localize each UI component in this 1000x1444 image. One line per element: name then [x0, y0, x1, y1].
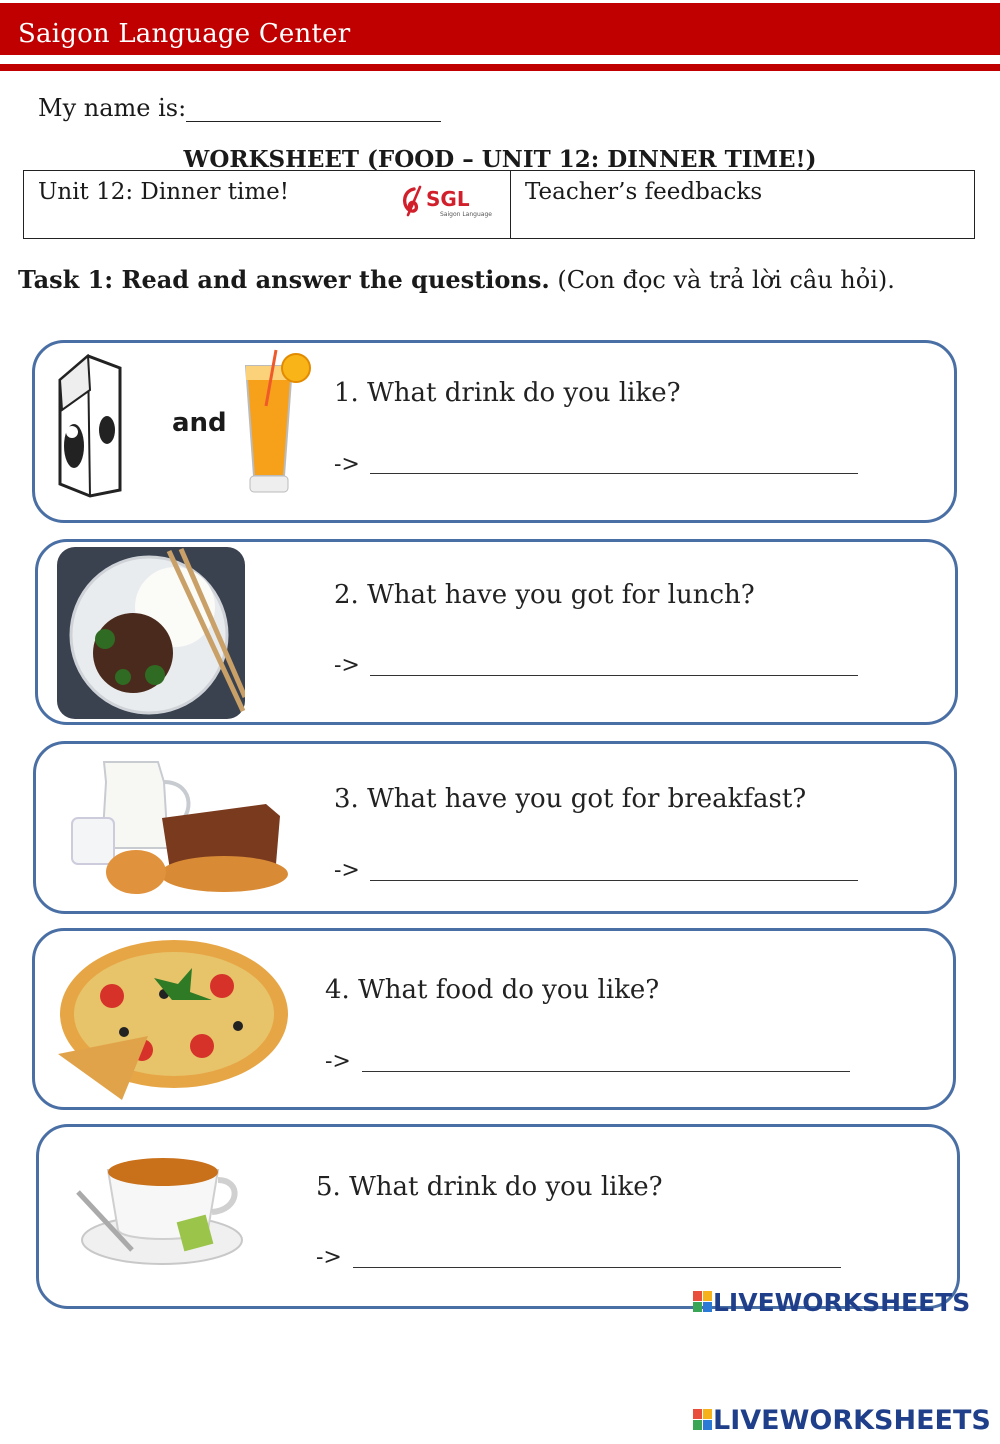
logo-subtext: Saigon Language: [440, 211, 492, 218]
unit-cell: [24, 171, 511, 238]
answer-4-arrow: ->: [325, 1049, 351, 1074]
breakfast-icon: [66, 752, 294, 902]
milk-carton-icon: [50, 350, 130, 500]
worksheet-title: WORKSHEET (FOOD – UNIT 12: DINNER TIME!): [183, 146, 817, 173]
rice-beef-icon: [57, 547, 245, 719]
logo-text: SGL: [426, 187, 470, 211]
liveworksheets-icon: [693, 1409, 713, 1431]
liveworksheets-icon: [693, 1291, 713, 1313]
task-title: Task 1: Read and answer the questions.: [18, 265, 550, 294]
answer-2-arrow: ->: [334, 653, 360, 678]
liveworksheets-logo-2: [693, 1406, 991, 1434]
orange-juice-icon: [236, 346, 316, 498]
answer-5-arrow: ->: [316, 1245, 342, 1270]
and-label: and: [172, 408, 227, 438]
tea-cup-icon: [72, 1140, 252, 1270]
header-title: Saigon Language Center: [18, 19, 351, 49]
feedback-cell: [511, 171, 974, 238]
liveworksheets-logo-1: [693, 1288, 970, 1316]
info-table: [23, 170, 975, 239]
unit-label: Unit 12: Dinner time!: [38, 179, 290, 205]
answer-5-line[interactable]: [353, 1267, 841, 1268]
task-translation: (Con đọc và trả lời câu hỏi).: [549, 266, 895, 294]
sgl-logo-icon: [400, 183, 500, 219]
question-5-text: 5. What drink do you like?: [316, 1172, 663, 1202]
answer-2-line[interactable]: [370, 675, 858, 676]
header-divider: [0, 64, 1000, 71]
question-4-text: 4. What food do you like?: [325, 975, 660, 1005]
answer-3-line[interactable]: [370, 880, 858, 881]
question-2-text: 2. What have you got for lunch?: [334, 580, 755, 610]
question-card-1: [32, 340, 957, 523]
name-row: [38, 94, 441, 122]
question-1-text: 1. What drink do you like?: [334, 378, 681, 408]
header-bar: [0, 3, 1000, 55]
name-label: My name is:: [38, 94, 187, 122]
feedback-label: Teacher’s feedbacks: [525, 179, 763, 205]
task-instruction: [18, 265, 895, 294]
watermark-text-1: LIVEWORKSHEETS: [713, 1287, 971, 1317]
answer-1-line[interactable]: [370, 473, 858, 474]
watermark-text-2: LIVEWORKSHEETS: [713, 1404, 991, 1436]
pizza-icon: [52, 934, 292, 1104]
name-answer-line[interactable]: [186, 99, 441, 122]
answer-4-line[interactable]: [362, 1071, 850, 1072]
answer-3-arrow: ->: [334, 858, 360, 883]
question-3-text: 3. What have you got for breakfast?: [334, 784, 807, 814]
answer-1-arrow: ->: [334, 452, 360, 477]
